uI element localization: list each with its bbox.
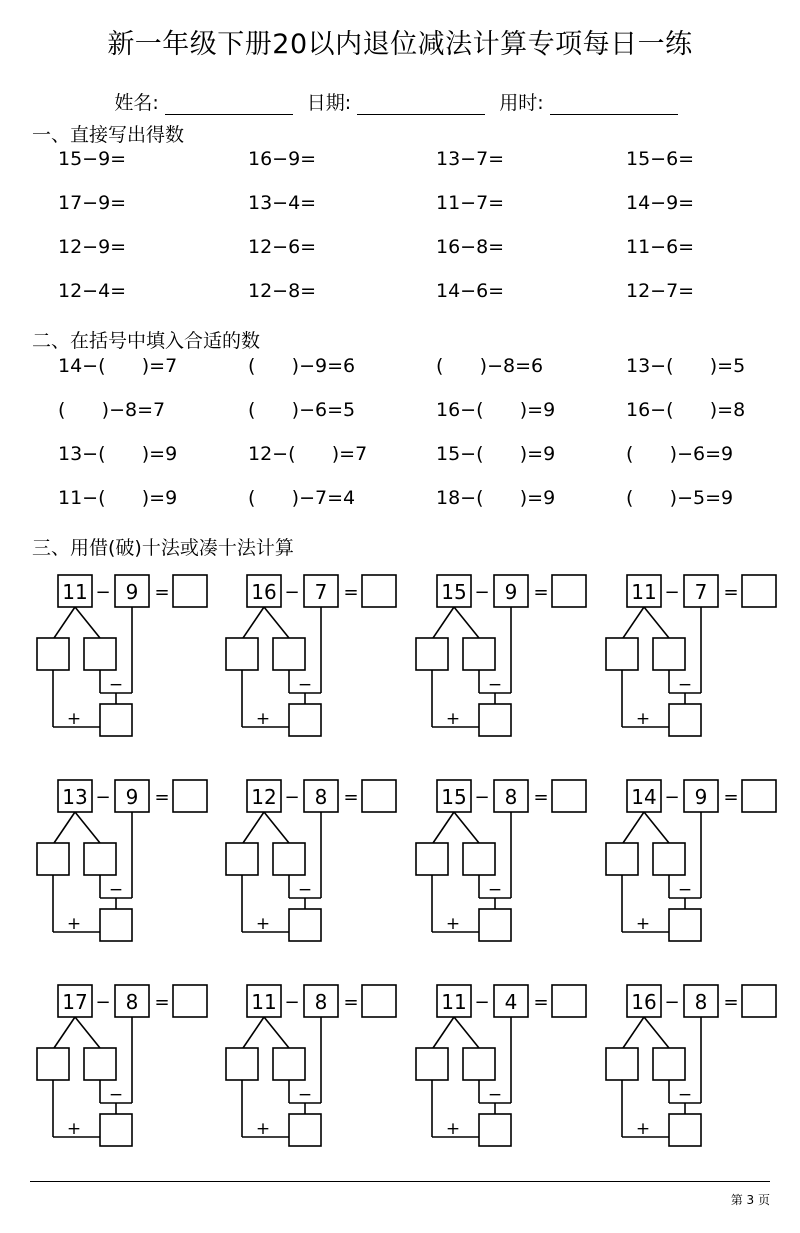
split-line-right: [454, 607, 479, 638]
result-box[interactable]: [479, 704, 511, 736]
plus-sign: +: [445, 914, 461, 934]
minus-sign: −: [664, 787, 680, 808]
split-line-right: [454, 812, 479, 843]
minus-sign: −: [108, 880, 124, 900]
result-box[interactable]: [289, 704, 321, 736]
minus-sign: −: [284, 992, 300, 1013]
equals-sign: =: [533, 992, 549, 1013]
section1-problem[interactable]: 11−7=: [436, 192, 505, 214]
split-box-left[interactable]: [416, 843, 448, 875]
subtrahend-value: 9: [504, 580, 518, 604]
section1-problem[interactable]: 12−6=: [248, 236, 317, 258]
plus-sign: +: [635, 914, 651, 934]
plus-sign: +: [635, 1119, 651, 1139]
result-box[interactable]: [100, 704, 132, 736]
plus-sign: +: [445, 1119, 461, 1139]
split-line-right: [75, 1017, 100, 1048]
minus-sign: −: [474, 582, 490, 603]
split-box-right[interactable]: [653, 843, 685, 875]
split-line-right: [75, 812, 100, 843]
section2-problem[interactable]: ( )−8=7: [58, 399, 166, 421]
plus-sign: +: [66, 914, 82, 934]
plus-sign: +: [66, 1119, 82, 1139]
split-box-left[interactable]: [416, 638, 448, 670]
minuend-value: 13: [62, 785, 88, 809]
section2-problem[interactable]: 12−( )=7: [248, 443, 368, 465]
result-box[interactable]: [669, 909, 701, 941]
minuend-value: 11: [251, 990, 277, 1014]
split-line-right: [75, 607, 100, 638]
section1-problem[interactable]: 13−7=: [436, 148, 505, 170]
answer-box[interactable]: [552, 985, 586, 1017]
answer-box[interactable]: [552, 575, 586, 607]
answer-box[interactable]: [742, 780, 776, 812]
equals-sign: =: [154, 582, 170, 603]
section2-problem[interactable]: 18−( )=9: [436, 487, 556, 509]
minus-sign: −: [664, 582, 680, 603]
section1-problem[interactable]: 14−6=: [436, 280, 505, 302]
split-line-right: [264, 607, 289, 638]
split-line-left: [54, 607, 75, 638]
section2-problem[interactable]: ( )−6=5: [248, 399, 356, 421]
section2-problem[interactable]: 14−( )=7: [58, 355, 178, 377]
split-box-right[interactable]: [273, 1048, 305, 1080]
result-box[interactable]: [669, 704, 701, 736]
minus-sign: −: [487, 675, 503, 695]
section1-problem[interactable]: 15−6=: [626, 148, 695, 170]
section1-problem[interactable]: 12−9=: [58, 236, 127, 258]
section1-problem[interactable]: 14−9=: [626, 192, 695, 214]
answer-box[interactable]: [742, 985, 776, 1017]
split-box-left[interactable]: [37, 1048, 69, 1080]
split-line-left: [433, 607, 454, 638]
subtrahend-value: 8: [125, 990, 139, 1014]
section2-problem[interactable]: ( )−6=9: [626, 443, 734, 465]
section1-problem[interactable]: 11−6=: [626, 236, 695, 258]
subtrahend-value: 7: [694, 580, 708, 604]
minuend-value: 11: [62, 580, 88, 604]
subtrahend-value: 8: [504, 785, 518, 809]
plus-sign: +: [255, 1119, 271, 1139]
equals-sign: =: [533, 787, 549, 808]
section1-problem[interactable]: 12−7=: [626, 280, 695, 302]
equals-sign: =: [154, 787, 170, 808]
section3-title: 三、用借(破)十法或凑十法计算: [32, 537, 294, 559]
split-line-left: [433, 1017, 454, 1048]
section2-problem[interactable]: 13−( )=9: [58, 443, 178, 465]
split-box-left[interactable]: [226, 843, 258, 875]
minus-sign: −: [108, 675, 124, 695]
footer-divider: [30, 1181, 770, 1182]
minuend-value: 16: [631, 990, 657, 1014]
diagram: [416, 575, 586, 736]
split-line-right: [264, 812, 289, 843]
section1-problem[interactable]: 16−9=: [248, 148, 317, 170]
diagram: [416, 985, 586, 1146]
plus-sign: +: [255, 709, 271, 729]
split-line-right: [454, 1017, 479, 1048]
split-line-left: [623, 812, 644, 843]
minus-sign: −: [297, 880, 313, 900]
result-box[interactable]: [669, 1114, 701, 1146]
minuend-value: 15: [441, 580, 467, 604]
split-box-left[interactable]: [37, 638, 69, 670]
subtrahend-value: 9: [125, 580, 139, 604]
diagram: [606, 985, 776, 1146]
diagram: [606, 575, 776, 736]
answer-box[interactable]: [552, 780, 586, 812]
minus-sign: −: [487, 880, 503, 900]
section2-problem[interactable]: ( )−8=6: [436, 355, 544, 377]
split-line-left: [433, 812, 454, 843]
split-line-left: [243, 812, 264, 843]
minuend-value: 11: [441, 990, 467, 1014]
minus-sign: −: [297, 1085, 313, 1105]
split-box-right[interactable]: [463, 843, 495, 875]
minuend-value: 15: [441, 785, 467, 809]
diagram: [37, 780, 207, 941]
section2-problem[interactable]: 16−( )=8: [626, 399, 746, 421]
minus-sign: −: [95, 582, 111, 603]
minuend-value: 16: [251, 580, 277, 604]
plus-sign: +: [635, 709, 651, 729]
split-box-left[interactable]: [606, 843, 638, 875]
minus-sign: −: [474, 787, 490, 808]
subtrahend-value: 7: [314, 580, 328, 604]
equals-sign: =: [343, 787, 359, 808]
minus-sign: −: [297, 675, 313, 695]
diagram: [606, 780, 776, 941]
section1-problem[interactable]: 12−4=: [58, 280, 127, 302]
section2-problem[interactable]: 15−( )=9: [436, 443, 556, 465]
split-box-right[interactable]: [463, 638, 495, 670]
split-box-right[interactable]: [84, 843, 116, 875]
split-line-left: [54, 1017, 75, 1048]
section2-problem[interactable]: ( )−9=6: [248, 355, 356, 377]
split-box-left[interactable]: [226, 1048, 258, 1080]
plus-sign: +: [66, 709, 82, 729]
section2-problem[interactable]: ( )−7=4: [248, 487, 356, 509]
subtrahend-value: 8: [694, 990, 708, 1014]
subtrahend-value: 9: [694, 785, 708, 809]
answer-box[interactable]: [173, 780, 207, 812]
equals-sign: =: [723, 992, 739, 1013]
equals-sign: =: [723, 582, 739, 603]
plus-sign: +: [445, 709, 461, 729]
equals-sign: =: [343, 582, 359, 603]
answer-box[interactable]: [742, 575, 776, 607]
date-label: 日期:: [306, 92, 352, 114]
diagram: [226, 985, 396, 1146]
equals-sign: =: [533, 582, 549, 603]
result-box[interactable]: [479, 909, 511, 941]
split-box-right[interactable]: [463, 1048, 495, 1080]
minuend-value: 14: [631, 785, 657, 809]
answer-box[interactable]: [173, 575, 207, 607]
split-line-right: [644, 1017, 669, 1048]
diagram: [37, 575, 207, 736]
diagram: [226, 780, 396, 941]
subtrahend-value: 4: [504, 990, 518, 1014]
result-box[interactable]: [289, 909, 321, 941]
section2-problem[interactable]: 11−( )=9: [58, 487, 178, 509]
time-label: 用时:: [499, 92, 544, 114]
split-box-right[interactable]: [273, 638, 305, 670]
split-box-left[interactable]: [606, 1048, 638, 1080]
split-line-left: [623, 607, 644, 638]
section1-problem[interactable]: 16−8=: [436, 236, 505, 258]
section1-problem[interactable]: 15−9=: [58, 148, 127, 170]
diagram: [226, 575, 396, 736]
subtrahend-value: 8: [314, 785, 328, 809]
page-number: 第 3 页: [730, 1193, 770, 1207]
split-box-left[interactable]: [416, 1048, 448, 1080]
minuend-value: 17: [62, 990, 88, 1014]
result-box[interactable]: [100, 1114, 132, 1146]
section1-problem[interactable]: 12−8=: [248, 280, 317, 302]
answer-box[interactable]: [362, 985, 396, 1017]
equals-sign: =: [723, 787, 739, 808]
equals-sign: =: [343, 992, 359, 1013]
split-box-right[interactable]: [653, 1048, 685, 1080]
minus-sign: −: [95, 787, 111, 808]
name-label: 姓名:: [114, 92, 159, 114]
minus-sign: −: [677, 1085, 693, 1105]
minus-sign: −: [677, 880, 693, 900]
split-line-left: [243, 607, 264, 638]
section1-title: 一、直接写出得数: [32, 124, 185, 146]
split-box-right[interactable]: [273, 843, 305, 875]
answer-box[interactable]: [362, 575, 396, 607]
split-line-left: [243, 1017, 264, 1048]
split-line-right: [644, 607, 669, 638]
split-box-right[interactable]: [84, 1048, 116, 1080]
section2-problem[interactable]: 13−( )=5: [626, 355, 746, 377]
section1-problem[interactable]: 13−4=: [248, 192, 317, 214]
minus-sign: −: [284, 582, 300, 603]
section2-problem[interactable]: 16−( )=9: [436, 399, 556, 421]
minuend-value: 12: [251, 785, 277, 809]
equals-sign: =: [154, 992, 170, 1013]
subtrahend-value: 9: [125, 785, 139, 809]
result-box[interactable]: [100, 909, 132, 941]
result-box[interactable]: [479, 1114, 511, 1146]
answer-box[interactable]: [362, 780, 396, 812]
section2-title: 二、在括号中填入合适的数: [32, 330, 261, 352]
split-line-right: [264, 1017, 289, 1048]
split-box-right[interactable]: [84, 638, 116, 670]
minus-sign: −: [487, 1085, 503, 1105]
diagram: [416, 780, 586, 941]
plus-sign: +: [255, 914, 271, 934]
split-box-right[interactable]: [653, 638, 685, 670]
diagram: [37, 985, 207, 1146]
minus-sign: −: [108, 1085, 124, 1105]
result-box[interactable]: [289, 1114, 321, 1146]
split-line-left: [54, 812, 75, 843]
section2-problem[interactable]: ( )−5=9: [626, 487, 734, 509]
subtrahend-value: 8: [314, 990, 328, 1014]
split-box-left[interactable]: [226, 638, 258, 670]
minus-sign: −: [664, 992, 680, 1013]
split-line-right: [644, 812, 669, 843]
minus-sign: −: [284, 787, 300, 808]
minuend-value: 11: [631, 580, 657, 604]
split-box-left[interactable]: [37, 843, 69, 875]
page-title: 新一年级下册20以内退位减法计算专项每日一练: [107, 29, 693, 60]
answer-box[interactable]: [173, 985, 207, 1017]
section1-problem[interactable]: 17−9=: [58, 192, 127, 214]
split-box-left[interactable]: [606, 638, 638, 670]
minus-sign: −: [474, 992, 490, 1013]
split-line-left: [623, 1017, 644, 1048]
minus-sign: −: [95, 992, 111, 1013]
minus-sign: −: [677, 675, 693, 695]
